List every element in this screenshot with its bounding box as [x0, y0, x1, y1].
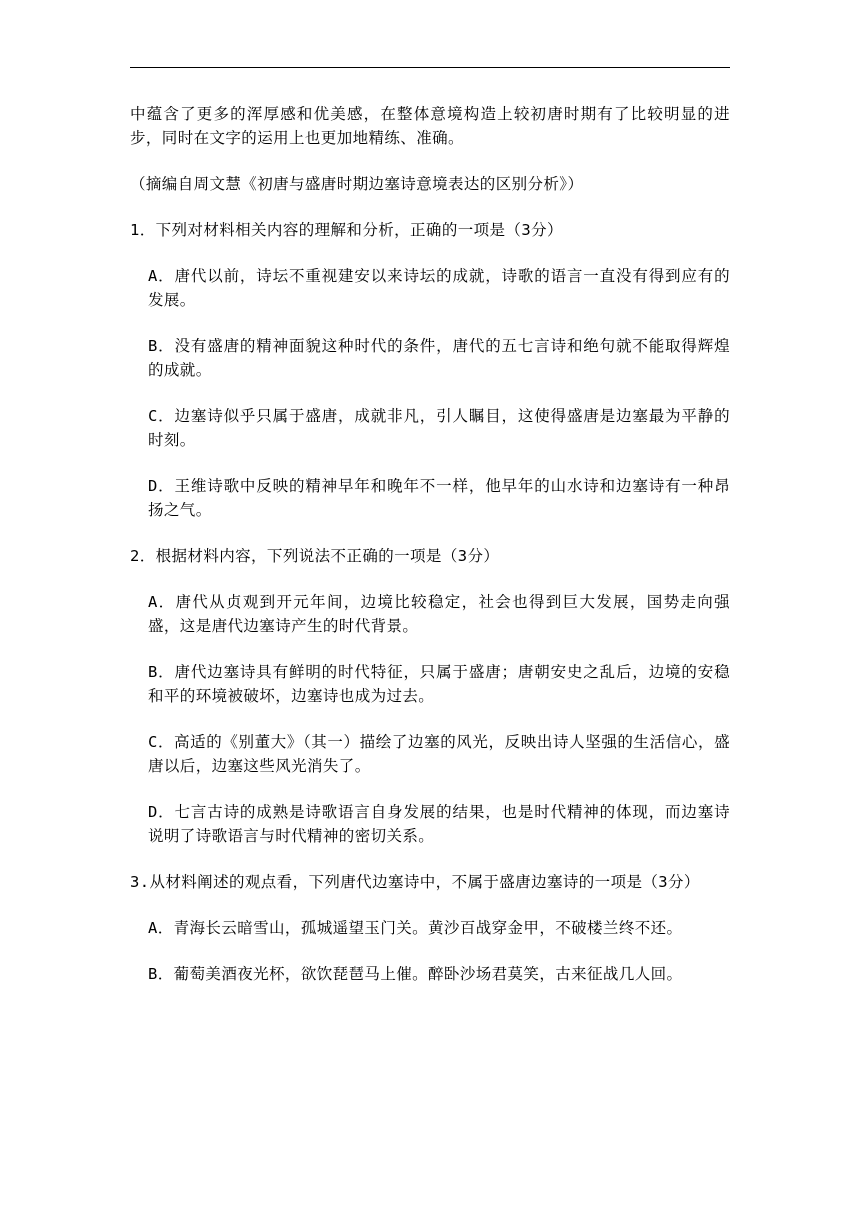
header-divider — [130, 67, 730, 68]
intro-paragraph: 中蕴含了更多的浑厚感和优美感，在整体意境构造上较初唐时期有了比较明显的进步，同时在文字的运用上也更加地精练、准确。 — [130, 105, 730, 147]
question-1-option-a: A．唐代以前，诗坛不重视建安以来诗坛的成就，诗歌的语言一直没有得到应有的发展。 — [148, 267, 730, 309]
question-2-option-b: B．唐代边塞诗具有鲜明的时代特征，只属于盛唐；唐朝安史之乱后，边境的安稳和平的环境被破坏，边塞诗也成为过去。 — [148, 663, 730, 705]
question-1-stem: 1．下列对材料相关内容的理解和分析，正确的一项是（3分） — [130, 221, 563, 239]
document-body — [130, 102, 730, 986]
question-1-option-c: C．边塞诗似乎只属于盛唐，成就非凡，引人瞩目，这使得盛唐是边塞最为平静的时刻。 — [148, 407, 730, 449]
question-2-option-c: C．高适的《别董大》（其一）描绘了边塞的风光，反映出诗人坚强的生活信心，盛唐以后，边塞这些风光消失了。 — [148, 733, 730, 775]
question-1-option-b: B．没有盛唐的精神面貌这种时代的条件，唐代的五七言诗和绝句就不能取得辉煌的成就。 — [148, 337, 730, 379]
source-citation: （摘编自周文慧《初唐与盛唐时期边塞诗意境表达的区别分析》） — [130, 175, 584, 193]
question-2-option-a: A．唐代从贞观到开元年间，边境比较稳定，社会也得到巨大发展，国势走向强盛，这是唐代边塞诗产生的时代背景。 — [148, 593, 730, 635]
question-3-option-a: A．青海长云暗雪山，孤城遥望玉门关。黄沙百战穿金甲，不破楼兰终不还。 — [148, 919, 683, 937]
question-2-option-d: D．七言古诗的成熟是诗歌语言自身发展的结果，也是时代精神的体现，而边塞诗说明了诗歌语言与时代精神的密切关系。 — [148, 803, 730, 845]
question-3-option-b: B．葡萄美酒夜光杯，欲饮琵琶马上催。醉卧沙场君莫笑，古来征战几人回。 — [148, 965, 683, 983]
question-3-stem: 3.从材料阐述的观点看，下列唐代边塞诗中，不属于盛唐边塞诗的一项是（3分） — [130, 873, 700, 891]
question-2-stem: 2．根据材料内容，下列说法不正确的一项是（3分） — [130, 547, 500, 565]
question-1-option-d: D．王维诗歌中反映的精神早年和晚年不一样，他早年的山水诗和边塞诗有一种昂扬之气。 — [148, 477, 730, 519]
